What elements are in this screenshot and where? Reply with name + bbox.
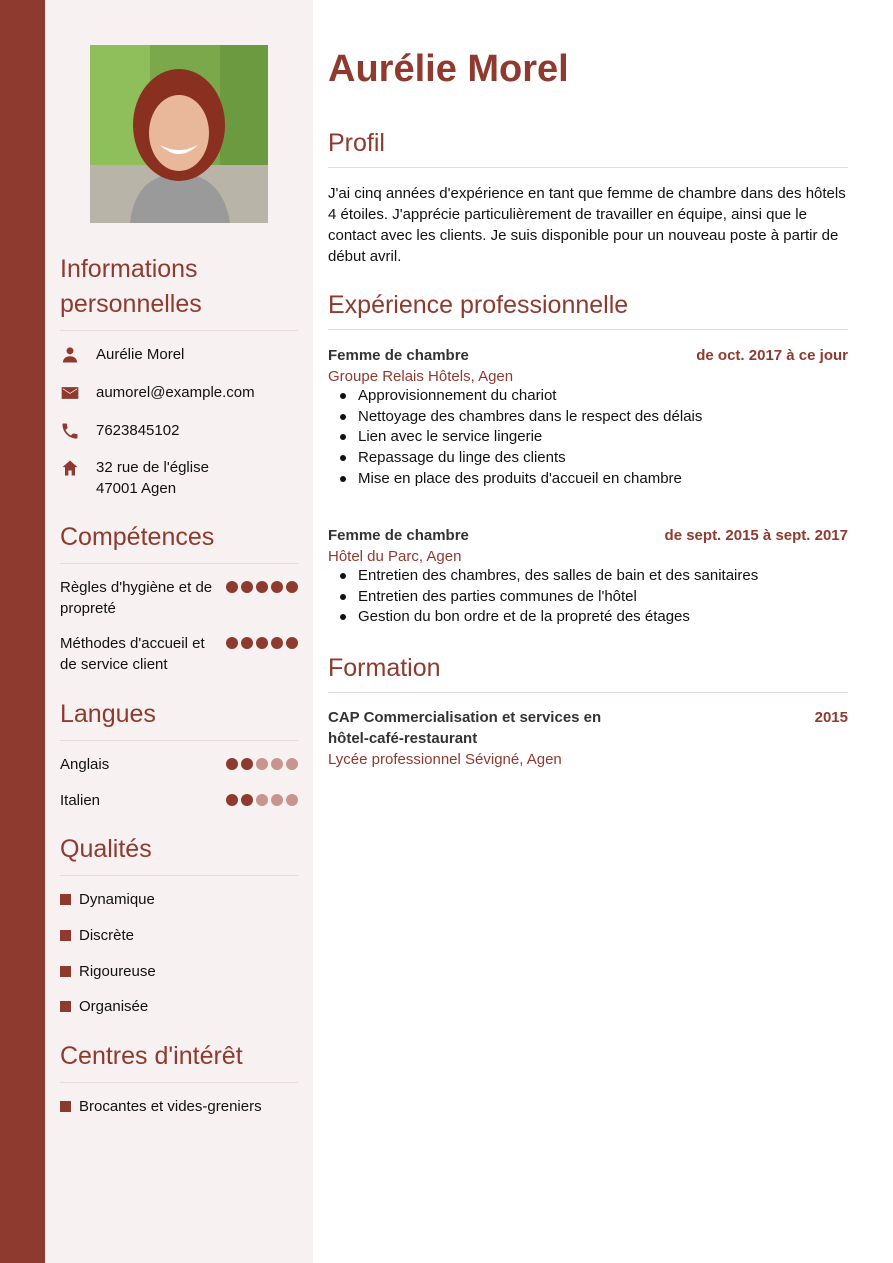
rating-dot-filled xyxy=(226,637,238,649)
divider xyxy=(328,167,848,168)
skill-label: Méthodes d'accueil et de service client xyxy=(60,635,205,673)
divider xyxy=(60,1082,298,1083)
job-task: Entretien des chambres, des salles de bain et des sanitaires xyxy=(328,566,758,587)
job-task-list xyxy=(328,386,702,490)
rating-dot-filled xyxy=(241,794,253,806)
job-organization: Groupe Relais Hôtels, Agen xyxy=(328,368,514,385)
rating-dot-filled xyxy=(241,637,253,649)
quality-label: Rigoureuse xyxy=(79,963,156,980)
info-email-text: aumorel@example.com xyxy=(96,384,255,401)
quality-item xyxy=(60,996,148,1017)
person-icon xyxy=(60,344,96,365)
divider xyxy=(328,329,848,330)
job-date: de sept. 2015 à sept. 2017 xyxy=(664,527,848,544)
profile-photo xyxy=(90,45,268,223)
rating-dot-filled xyxy=(226,758,238,770)
accent-bar xyxy=(0,0,45,1263)
language-label: Anglais xyxy=(60,756,110,773)
job-task-list xyxy=(328,566,758,628)
rating-dot-filled xyxy=(241,581,253,593)
job-task: Entretien des parties communes de l'hôtel xyxy=(328,587,758,608)
rating-dot-empty xyxy=(271,794,283,806)
sidebar xyxy=(45,0,313,1263)
rating-dot-filled xyxy=(271,637,283,649)
divider xyxy=(60,563,298,564)
language-rating xyxy=(226,758,298,770)
rating-dot-empty xyxy=(256,794,268,806)
section-title-qualities: Qualités xyxy=(60,835,152,863)
square-bullet-icon xyxy=(60,1001,71,1012)
job-title: Femme de chambre xyxy=(328,527,469,544)
divider xyxy=(60,740,298,741)
candidate-name: Aurélie Morel xyxy=(328,48,569,90)
rating-dot-filled xyxy=(226,794,238,806)
education-school: Lycée professionnel Sévigné, Agen xyxy=(328,751,562,768)
language-item xyxy=(60,754,298,775)
quality-label: Dynamique xyxy=(79,891,155,908)
square-bullet-icon xyxy=(60,1101,71,1112)
language-item xyxy=(60,790,298,811)
section-title-skills: Compétences xyxy=(60,523,215,551)
section-title-education: Formation xyxy=(328,654,441,682)
rating-dot-empty xyxy=(286,758,298,770)
quality-label: Organisée xyxy=(79,998,149,1015)
rating-dot-empty xyxy=(286,794,298,806)
job-title: Femme de chambre xyxy=(328,347,469,364)
quality-item xyxy=(60,925,134,946)
skill-rating xyxy=(226,581,298,593)
square-bullet-icon xyxy=(60,966,71,977)
section-title-experience: Expérience professionnelle xyxy=(328,291,629,319)
square-bullet-icon xyxy=(60,930,71,941)
rating-dot-filled xyxy=(226,581,238,593)
home-icon xyxy=(60,457,96,478)
job-task: Lien avec le service lingerie xyxy=(328,427,702,448)
mail-icon xyxy=(60,382,96,403)
info-phone xyxy=(60,420,179,441)
info-name xyxy=(60,344,184,365)
education-year: 2015 xyxy=(814,709,848,726)
rating-dot-filled xyxy=(256,637,268,649)
divider xyxy=(328,692,848,693)
address-line-1: 32 rue de l'église xyxy=(96,459,209,476)
rating-dot-filled xyxy=(241,758,253,770)
info-phone-text: 7623845102 xyxy=(96,422,180,439)
rating-dot-empty xyxy=(256,758,268,770)
job-organization: Hôtel du Parc, Agen xyxy=(328,548,462,565)
interest-item xyxy=(60,1096,262,1117)
rating-dot-filled xyxy=(286,581,298,593)
address-line-2: 47001 Agen xyxy=(96,480,177,497)
divider xyxy=(60,875,298,876)
info-address xyxy=(60,457,209,499)
skill-label: Règles d'hygiène et de propreté xyxy=(60,579,213,617)
job-task: Mise en place des produits d'accueil en chambre xyxy=(328,469,702,490)
info-address-text xyxy=(96,457,209,499)
rating-dot-empty xyxy=(271,758,283,770)
quality-label: Discrète xyxy=(79,927,135,944)
job-task: Nettoyage des chambres dans le respect des délais xyxy=(328,407,702,428)
info-email xyxy=(60,382,255,403)
quality-item xyxy=(60,889,155,910)
skill-rating xyxy=(226,637,298,649)
rating-dot-filled xyxy=(271,581,283,593)
info-name-text: Aurélie Morel xyxy=(96,346,185,363)
section-title-languages: Langues xyxy=(60,700,156,728)
language-label: Italien xyxy=(60,792,101,809)
job-task: Approvisionnement du chariot xyxy=(328,386,702,407)
skill-item xyxy=(60,577,298,619)
interest-label: Brocantes et vides-greniers xyxy=(79,1098,262,1115)
section-title-profile: Profil xyxy=(328,129,385,157)
square-bullet-icon xyxy=(60,894,71,905)
section-title-interests: Centres d'intérêt xyxy=(60,1042,243,1070)
language-rating xyxy=(226,794,298,806)
job-task: Gestion du bon ordre et de la propreté des étages xyxy=(328,607,758,628)
rating-dot-filled xyxy=(256,581,268,593)
skill-item xyxy=(60,633,298,675)
rating-dot-filled xyxy=(286,637,298,649)
job-date: de oct. 2017 à ce jour xyxy=(696,347,848,364)
education-title: CAP Commercialisation et services en hôtel-café-restaurant xyxy=(328,709,602,747)
job-task: Repassage du linge des clients xyxy=(328,448,702,469)
phone-icon xyxy=(60,420,96,441)
divider xyxy=(60,330,298,331)
quality-item xyxy=(60,961,156,982)
profile-text: J'ai cinq années d'expérience en tant que femme de chambre dans des hôtels 4 étoiles. J'apprécie particulièrement de travailler en équipe, ainsi que le contact avec les clients. Je suis disponible pour un nouveau poste à partir de début avril. xyxy=(328,185,846,265)
section-title-personal: Informations personnelles xyxy=(60,255,202,318)
